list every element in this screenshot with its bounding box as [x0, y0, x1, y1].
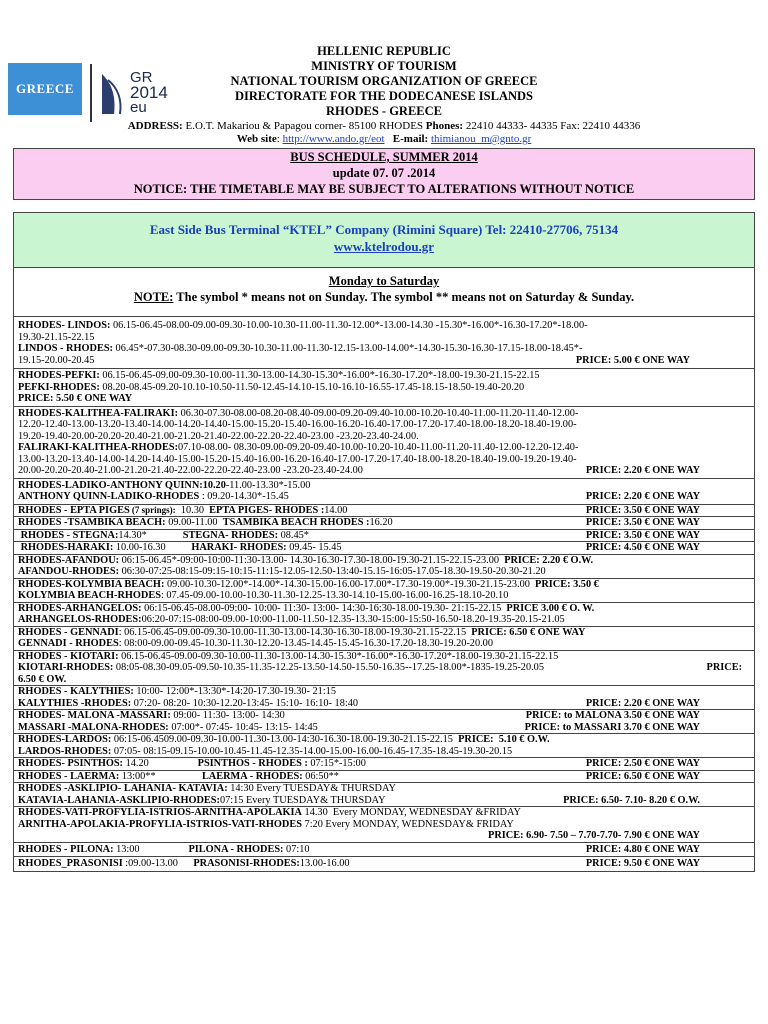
route-times: :09.00-13.00: [122, 858, 186, 869]
schedule-banner: [13, 148, 755, 200]
route-tsambika: [14, 517, 754, 530]
route-name: RHODES-LARDOS:: [18, 734, 112, 745]
route-times: 20.00-20.20-20.40-21.00-21.20-21.40-22.00-22.20-22.40-23.00 -23.20-23.40-24.00: [18, 465, 363, 476]
route-times: 07:05- 08:15-09.15-10.00-10.45-11.45-12.35-14.00-15.00-16.00-16.45-17.35-18.45-19.30-20.15: [111, 745, 513, 757]
route-price: PRICE:: [706, 662, 742, 673]
route-name: RHODES -ASKLIPIO- LAHANIA- KATAVIA:: [18, 783, 228, 794]
route-times: 19.15-20.00-20.45: [18, 354, 95, 366]
banner-title: BUS SCHEDULE, SUMMER 2014: [290, 150, 478, 164]
route-name: RHODES - GENNADI: [18, 626, 119, 638]
greece-logo: GREECE: [8, 63, 82, 115]
route-price: PRICE: 3.50 € ONE WAY: [585, 517, 700, 528]
route-name: RHODES- MALONA -MASSARI:: [18, 710, 171, 721]
route-price: PRICE: 2.50 € ONE WAY: [585, 758, 700, 769]
route-name: PILONA - RHODES:: [188, 843, 284, 855]
route-price: PRICE: 2.20 € ONE WAY: [585, 697, 700, 709]
route-times: 13.00-16.00: [299, 858, 350, 869]
route-price: PRICE: 4.50 € ONE WAY: [585, 542, 700, 553]
route-price: PRICE: 5.00 € ONE WAY: [575, 354, 690, 366]
email-link[interactable]: thimianou_m@gnto.gr: [430, 133, 532, 145]
route-price: PRICE: to MASSARI 3.70 € ONE WAY: [524, 721, 700, 733]
route-times: : 08:00-09.00-09.45-10.30-11.30-12.20-13.45-14.45-15.45-16.30-17.20-18.30-19.20-20.00: [118, 638, 493, 649]
route-times: 06:50**: [302, 770, 339, 782]
schedule-table: [13, 212, 755, 872]
route-price: PRICE: 2.20 € ONE WAY: [585, 491, 700, 502]
route-prasonisi: [14, 857, 754, 871]
header-line: NATIONAL TOURISM ORGANIZATION OF GREECE: [230, 74, 538, 88]
days-note: [14, 289, 754, 305]
address-line: [0, 120, 768, 133]
route-psinthos: [14, 758, 754, 771]
route-times: 06:15-06.4509.00-09.30-10.00-11.30-13.00-14:30-16.30-18.00-19.30-21.15-22.15: [111, 734, 459, 745]
logo-gr-line: GR: [130, 69, 153, 86]
route-times: 07:15 Every TUESDAY& THURSDAY: [219, 794, 386, 806]
route-times: 09:00- 11:30- 13:00- 14:30: [170, 710, 285, 721]
route-name-extra: (7 springs):: [129, 504, 176, 515]
route-arnitha: [14, 807, 754, 843]
route-name: KALYTHIES -RHODES:: [18, 697, 132, 709]
route-name: TSAMBIKA BEACH RHODES :: [222, 517, 370, 528]
route-price: PRICE: 6.50 € ONE WAY: [471, 626, 586, 638]
route-name: RHODES-HARAKI:: [18, 542, 114, 553]
terminal-website-link[interactable]: www.ktelrodou.gr: [333, 239, 435, 254]
route-lardos: [14, 734, 754, 758]
route-times: : 07.45-09.00-10.00-10.30-11.30-12.25-13.30-14.10-15.00-16.00-16.25-18.10-20.10: [160, 590, 509, 601]
note-label: NOTE:: [133, 290, 174, 304]
address-label: ADDRESS:: [127, 120, 183, 132]
route-price: PRICE: 3.50 € ONE WAY: [585, 504, 700, 516]
route-name: RHODES_PRASONISI: [18, 858, 123, 869]
route-times: 09.45- 15.45: [286, 542, 342, 553]
days-header: [14, 268, 754, 317]
route-times: 13:00: [113, 843, 168, 855]
route-name: RHODES - PILONA:: [18, 843, 114, 855]
route-name: ARHANGELOS-RHODES:: [18, 614, 142, 625]
route-price: PRICE: to MALONA 3.50 € ONE WAY: [525, 710, 700, 721]
note-text: The symbol * means not on Sunday. The symbol ** means not on Saturday & Sunday.: [173, 290, 635, 304]
route-times: 08.45*: [278, 529, 309, 541]
route-name: RHODES -TSAMBIKA BEACH:: [18, 517, 166, 528]
route-times: 10.00-16.30: [113, 542, 182, 553]
route-name: KOLYMBIA BEACH-RHODES: [18, 590, 161, 601]
route-price: PRICE: 6.50 € ONE WAY: [585, 770, 700, 782]
route-lindos: [14, 317, 754, 369]
route-times: 08:05-08.30-09.05-09.50-10.35-11.35-12.25-13.50-14.50-15.50-16.35--17.25-18.00*-1835-19.25-20.05: [113, 662, 544, 673]
route-times: 07.10-08.00- 08.30-09.00-09.20-09.40-10.00-10.20-10.40-11.00-11.20-11.40-12.00-12.20-12.40-: [178, 442, 579, 453]
route-laerma: [14, 771, 754, 784]
route-times: : 09.20-14.30*-15.45: [199, 491, 289, 502]
route-name: HARAKI- RHODES:: [191, 542, 287, 553]
route-name: AFANDOU-RHODES:: [18, 566, 120, 577]
route-times: 07:10: [283, 843, 310, 855]
route-times: 14:30 Every TUESDAY& THURSDAY: [227, 783, 396, 794]
route-ladiko: [14, 479, 754, 505]
route-times: 06:15-06.45-08.00-09:00- 10:00- 11:30- 13:00- 14:30-16:30-18.00-19.30- 21:15-22.15: [141, 602, 507, 614]
route-name: MASSARI -MALONA-RHODES:: [18, 721, 169, 733]
route-name: EPTA PIGES- RHODES :: [209, 504, 325, 516]
route-name: STEGNA- RHODES:: [182, 529, 279, 541]
website-label: Web site: [236, 133, 277, 145]
email-label: E-mail:: [392, 133, 429, 145]
route-name: RHODES - STEGNA:: [18, 529, 119, 541]
route-name: LAERMA - RHODES:: [201, 770, 303, 782]
route-price: PRICE: 3.50 €: [535, 578, 599, 590]
header-line: DIRECTORATE FOR THE DODECANESE ISLANDS: [235, 89, 533, 103]
route-name: RHODES-PEFKI:: [18, 370, 100, 381]
route-times: 07:20- 08:20- 10:30-12.20-13:45- 15:10- 16:10- 18:40: [131, 697, 359, 709]
route-gennadi: [14, 627, 754, 651]
route-times: 12.20-12.40-13.00-13.20-13.40-14.00-14.20-14.40-15.00-15.20-15.40-16.00-16.20-16.40-17.00-17.20-17.40-18.00-18.20-18.40-19.00-: [18, 419, 577, 430]
route-price: PRICE: 5.10 € O.W.: [458, 734, 550, 745]
route-times: : 06.15-06.45-09.00-09.30-10.00-11.30-13.00-14.30-16.30-18.00-19.30-21.15-22.15: [118, 626, 472, 638]
route-name: RHODES-VATI-PROFYLIA-ISTRIOS-ARNITHA-APOLAKIA: [18, 807, 302, 818]
route-katavia: [14, 783, 754, 807]
route-times: 10.30: [175, 504, 210, 516]
route-times: 06.30-07.30-08.00-08.20-08.40-09.00-09.20-09.40-10.00-10.20-10.40-11.00-11.20-11.40-12.00-: [178, 407, 579, 419]
days-title: Monday to Saturday: [328, 274, 440, 288]
terminal-header: [14, 213, 754, 268]
route-name: RHODES-KALITHEA-FALIRAKI:: [18, 407, 178, 419]
header-line: MINISTRY OF TOURISM: [311, 59, 457, 73]
route-name: RHODES - KALYTHIES:: [18, 686, 134, 697]
route-times: 19.20-19.40-20.00-20.20-20.40-21.00-21.20-21.40-22.00-22.20-22.40-23.00 -23.20-23.40-24.00.: [18, 430, 419, 442]
document-header: [0, 0, 768, 148]
logo-gr-line: 2014: [130, 83, 168, 102]
route-times: 10:00- 12:00*-13:30*-14:20-17.30-19.30- 21:15: [133, 686, 336, 697]
route-times: 14.30*: [118, 529, 173, 541]
route-price: PRICE: 6.90- 7.50 – 7.70-7.70- 7.90 € ONE WAY: [488, 830, 700, 841]
route-times: 14.20: [123, 758, 178, 769]
route-stegna: [14, 530, 754, 543]
route-kalythies: [14, 686, 754, 710]
route-price: PRICE 3.00 € O. W.: [506, 602, 595, 614]
route-name: ARNITHA-APOLAKIA-PROFYLIA-ISTRIOS-VATI-RHODES: [18, 818, 302, 830]
route-name: PSINTHOS - RHODES :: [197, 758, 308, 769]
route-times: 7:20 Every MONDAY, WEDNESDAY& FRIDAY: [301, 818, 514, 830]
route-epta-piges: [14, 505, 754, 518]
route-name: LARDOS-RHODES:: [18, 745, 112, 757]
logo-gr-line: eu: [130, 99, 147, 116]
header-line: RHODES - GREECE: [326, 104, 442, 118]
route-times: 06:15-06.45*-09:00-10:00-11:30-13.00- 14.30-16.30-17.30-18.00-19.30-21.15-22.15-23.00: [119, 554, 505, 566]
route-times: 09.00-10.30-12.00*-14.00*-14.30-15.00-16.00-17.00*-17.30-19.00*-19.30-21.15-23.00: [164, 578, 536, 590]
banner-update: update 07. 07 .2014: [332, 166, 436, 180]
route-times: -11.00-13.30*-15.00: [225, 479, 311, 491]
route-price: PRICE: 4.80 € ONE WAY: [585, 843, 700, 855]
terminal-company: East Side Bus Terminal “KTEL” Company (Rimini Square) Tel: 22410-27706, 75134: [149, 222, 619, 237]
route-name: KATAVIA-LAHANIA-ASKLIPIO-RHODES:: [18, 794, 220, 806]
route-arhangelos: [14, 603, 754, 627]
route-times: 13:00**: [119, 770, 182, 782]
route-name: RHODES- LINDOS:: [18, 320, 111, 331]
route-price: PRICE: 5.50 € ONE WAY: [18, 393, 133, 404]
route-faliraki: [14, 407, 754, 479]
route-name: RHODES-AFANDOU:: [18, 554, 120, 566]
route-name: RHODES - LAERMA:: [18, 770, 120, 782]
route-price: PRICE: 2.20 € O.W.: [504, 554, 594, 566]
route-times: 06.15-06.45-09.00-09.30-10.00-11.30-13.00-14.30-15.30*-16.00*-16.30-17.20*-18.00-19.30-21.15-22.15: [118, 650, 559, 662]
route-times: 06.15-06.45-08.00-09.00-09.30-10.00-10.30-11.00-11.30-12.00*-13.00-14.30 -15.30*-16.00*-16.30-17.20*-18.00-: [110, 320, 588, 331]
route-name: RHODES-LADIKO-ANTHONY QUINN:: [18, 479, 203, 491]
route-pefki: [14, 369, 754, 407]
phones-label: Phones:: [425, 120, 464, 132]
route-times: 08.20-08.45-09.20-10.10-10.50-11.50-12.45-14.10-15.10-16.10-16.55-17.45-18.15-18.50-19.40-20.20: [99, 381, 525, 393]
route-times: 13.00-13.20-13.40-14.00-14.20-14.40-15.00-15.20-15.40-16.00-16.20-16.40-17.00-17.20-17.40-18.00-18.20-18.40-19.00-19.20-19.40-: [18, 453, 577, 465]
route-name: RHODES-KOLYMBIA BEACH:: [18, 578, 165, 590]
phones-value: 22410 44333- 44335 Fax: 22410 44336: [463, 120, 641, 132]
route-times: 07:00*- 07:45- 10:45- 13:15- 14:45: [168, 721, 318, 733]
route-name: GENNADI - RHODES: [18, 638, 119, 649]
route-name: LINDOS - RHODES:: [18, 343, 113, 354]
route-afandou: [14, 555, 754, 579]
route-price: PRICE: 9.50 € ONE WAY: [585, 858, 700, 869]
route-name: RHODES - EPTA PIGES: [18, 504, 130, 516]
route-times: 19.30-21.15-22.15: [18, 331, 95, 343]
route-name: FALIRAKI-KALITHEA-RHODES:: [18, 442, 178, 453]
route-pilona: [14, 843, 754, 858]
route-name: RHODES-ARHANGELOS:: [18, 602, 142, 614]
banner-notice: NOTICE: THE TIMETABLE MAY BE SUBJECT TO ALTERATIONS WITHOUT NOTICE: [133, 182, 635, 196]
route-massari: [14, 710, 754, 734]
route-haraki: [14, 542, 754, 555]
route-times: 14.00: [324, 504, 348, 516]
route-price: 6.50 € OW.: [18, 673, 67, 685]
website-sep: :: [276, 133, 283, 145]
route-price: PRICE: 3.50 € ONE WAY: [585, 529, 700, 541]
route-name: KIOTARI-RHODES:: [18, 662, 114, 673]
route-price: PRICE: 2.20 € ONE WAY: [585, 465, 700, 476]
address-value: E.O.T. Makariou & Papagou corner- 85100 RHODES: [182, 120, 426, 132]
website-link[interactable]: http://www.ando.gr/eot: [282, 133, 385, 145]
route-times: 06.45*-07.30-08.30-09.00-09.30-10.30-11.00-11.30-12.15-13.00-14.00*-14.30-15.30-16.30-17.15-18.00-18.45*-: [112, 343, 583, 354]
route-name: PRASONISI-RHODES:: [193, 858, 300, 869]
route-times: 16.20: [369, 517, 393, 528]
route-times: 14.30 Every MONDAY, WEDNESDAY &FRIDAY: [301, 807, 521, 818]
route-name: PEFKI-RHODES:: [18, 381, 100, 393]
route-price: PRICE: 6.50- 7.10- 8.20 € O.W.: [563, 794, 700, 806]
route-times: 06.15-06.45-09.00-09.30-10.00-11.30-13.00-14.30-15.30*-16.00*-16.30-17.20*-18.00-19.30-21.15-22.15: [99, 370, 540, 381]
route-times: 10.20: [202, 479, 226, 491]
route-times: 06:20-07:15-08:00-09.00-10:00-11.00-11.50-12.35-13.30-15:00-15:50-16.50-18.20-19.35-20.15-21.05: [141, 614, 565, 625]
route-name: RHODES- PSINTHOS:: [18, 758, 123, 769]
route-times: 09.00-11.00: [165, 517, 223, 528]
route-kolymbia: [14, 579, 754, 603]
header-line: HELLENIC REPUBLIC: [317, 44, 451, 58]
web-line: [0, 133, 768, 146]
route-times: 07:15*-15:00: [307, 758, 366, 769]
route-kiotari: [14, 651, 754, 687]
route-times: 06:30-07:25-08:15-09:15-10:15-11:15-12.05-12.50-13:40-15.15-16:05-17.05-18.30-19.50-20.30-21.20: [119, 566, 546, 577]
route-name: ANTHONY QUINN-LADIKO-RHODES: [18, 491, 200, 502]
route-name: RHODES - KIOTARI:: [18, 650, 119, 662]
